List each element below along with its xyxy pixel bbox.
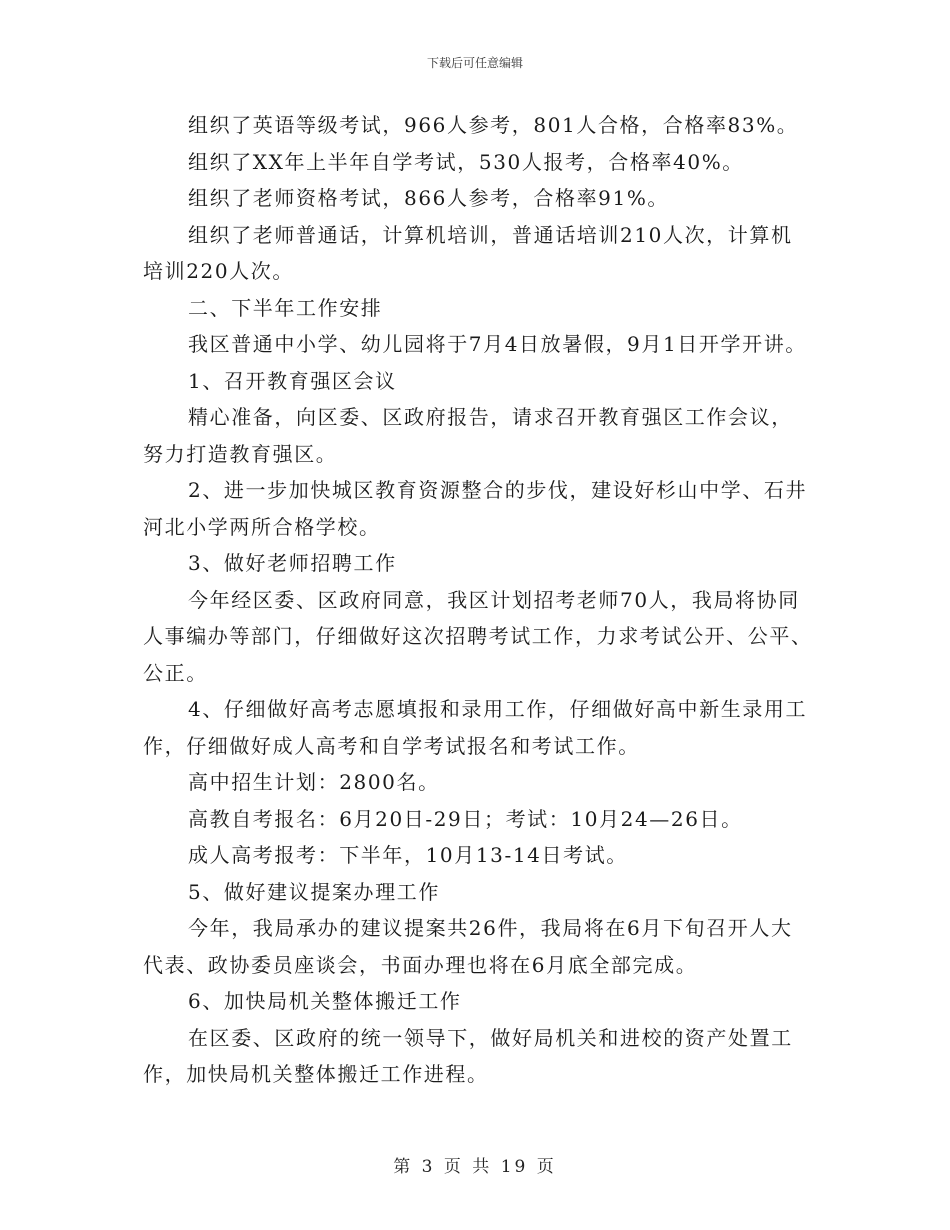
document-body [143, 107, 823, 1093]
paragraph-line: 代表、政协委员座谈会，书面办理也将在6月底全部完成。 [143, 952, 698, 977]
paragraph-line: 4、仔细做好高考志愿填报和录用工作，仔细做好高中新生录用工 [188, 697, 808, 721]
page-header: 下载后可任意编辑 [426, 56, 523, 70]
paragraph-line: 组织了老师资格考试，866人参考，合格率91%。 [188, 186, 670, 210]
paragraph-line: 成人高考报考：下半年，10月13-14日考试。 [188, 843, 628, 867]
paragraph-line: 努力打造教育强区。 [143, 441, 338, 466]
subsection-heading: 5、做好建议提案办理工作 [188, 879, 440, 904]
paragraph-line: 高教自考报名：6月20日-29日；考试：10月24—26日。 [188, 806, 743, 831]
paragraph-line: 高中招生计划：2800名。 [188, 770, 440, 794]
subsection-heading: 1、召开教育强区会议 [188, 368, 397, 393]
section-heading: 二、下半年工作安排 [188, 295, 383, 320]
paragraph-line: 在区委、区政府的统一领导下，做好局机关和进校的资产处置工 [188, 1025, 793, 1050]
paragraph-line: 组织了英语等级考试，966人参考，801人合格，合格率83%。 [188, 113, 799, 137]
subsection-heading: 6、加快局机关整体搬迁工作 [188, 989, 462, 1013]
paragraph-line: 我区普通中小学、幼儿园将于7月4日放暑假，9月1日开学开讲。 [188, 332, 807, 356]
paragraph-line: 组织了XX年上半年自学考试，530人报考，合格率40%。 [188, 149, 744, 174]
paragraph-line: 公正。 [143, 660, 208, 685]
paragraph-line: 作，加快局机关整体搬迁工作进程。 [143, 1062, 489, 1086]
paragraph-line: 作，仔细做好成人高考和自学考试报名和考试工作。 [143, 733, 640, 758]
subsection-heading: 3、做好老师招聘工作 [188, 551, 397, 575]
paragraph-line: 精心准备，向区委、区政府报告，请求召开教育强区工作会议， [188, 405, 793, 429]
page-footer: 第 3 页 共 19 页 [393, 1157, 557, 1177]
paragraph-line: 人事编办等部门，仔细做好这次招聘考试工作，力求考试公开、公平、 [143, 624, 813, 648]
paragraph-line: 河北小学两所合格学校。 [143, 514, 381, 539]
paragraph-line: 培训220人次。 [143, 259, 294, 283]
paragraph-line: 组织了老师普通话，计算机培训，普通话培训210人次，计算机 [188, 222, 793, 247]
paragraph-line: 今年经区委、区政府同意，我区计划招考老师70人，我局将协同 [188, 587, 800, 612]
paragraph-line: 今年，我局承办的建议提案共26件，我局将在6月下旬召开人大 [188, 916, 793, 940]
paragraph-line: 2、进一步加快城区教育资源整合的步伐，建设好杉山中学、石井 [188, 478, 808, 502]
